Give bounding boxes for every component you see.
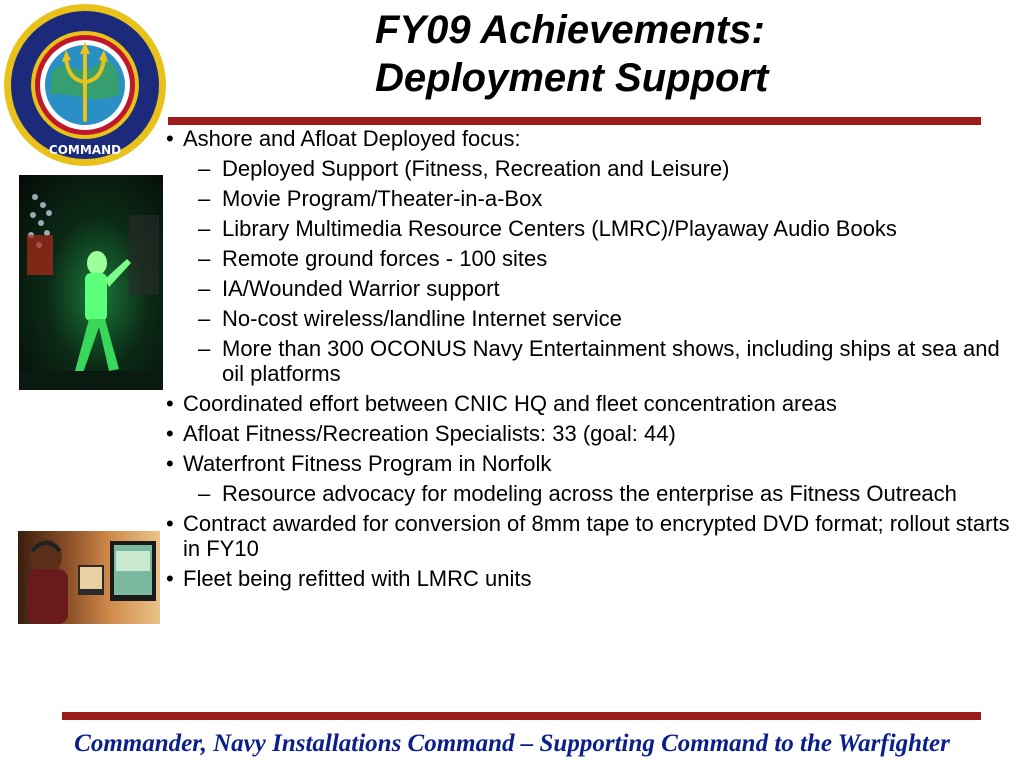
bullet-item: • Contract awarded for conversion of 8mm tape to encrypted DVD format; rollout starts in FY10 — [165, 511, 1015, 561]
cnic-seal-logo — [2, 2, 168, 168]
footer-divider — [62, 712, 981, 720]
footer-tagline: Commander, Navy Installations Command – Supporting Command to the Warfighter — [74, 730, 950, 757]
sub-bullet-item: – Library Multimedia Resource Centers (LMRC)/Playaway Audio Books — [165, 216, 1015, 241]
entertainment-stage-photo — [19, 175, 163, 390]
sub-bullet-item: – Remote ground forces - 100 sites — [165, 246, 1015, 271]
sub-bullet-item: – More than 300 OCONUS Navy Entertainment shows, including ships at sea and oil platforms — [165, 336, 1015, 386]
computer-lab-photo — [18, 531, 160, 624]
bullet-item: • Fleet being refitted with LMRC units — [165, 566, 1015, 591]
sub-bullet-item: – No-cost wireless/landline Internet service — [165, 306, 1015, 331]
sub-bullet-item: – IA/Wounded Warrior support — [165, 276, 1015, 301]
slide-title — [375, 6, 995, 102]
sub-bullet-item: – Resource advocacy for modeling across the enterprise as Fitness Outreach — [165, 481, 1015, 506]
sub-bullet-item: – Movie Program/Theater-in-a-Box — [165, 186, 1015, 211]
title-divider — [168, 117, 981, 125]
bullet-item: • Ashore and Afloat Deployed focus: — [165, 126, 1015, 151]
bullet-item: • Coordinated effort between CNIC HQ and fleet concentration areas — [165, 391, 1015, 416]
seal-ring-text-bottom: COMMAND — [48, 143, 122, 157]
bullet-item: • Waterfront Fitness Program in Norfolk — [165, 451, 1015, 476]
title-line-1: FY09 Achievements: — [375, 8, 765, 52]
sub-bullet-item: – Deployed Support (Fitness, Recreation and Leisure) — [165, 156, 1015, 181]
bullet-list — [165, 126, 1015, 591]
bullet-item: • Afloat Fitness/Recreation Specialists: 33 (goal: 44) — [165, 421, 1015, 446]
title-line-2: Deployment Support — [375, 56, 769, 100]
